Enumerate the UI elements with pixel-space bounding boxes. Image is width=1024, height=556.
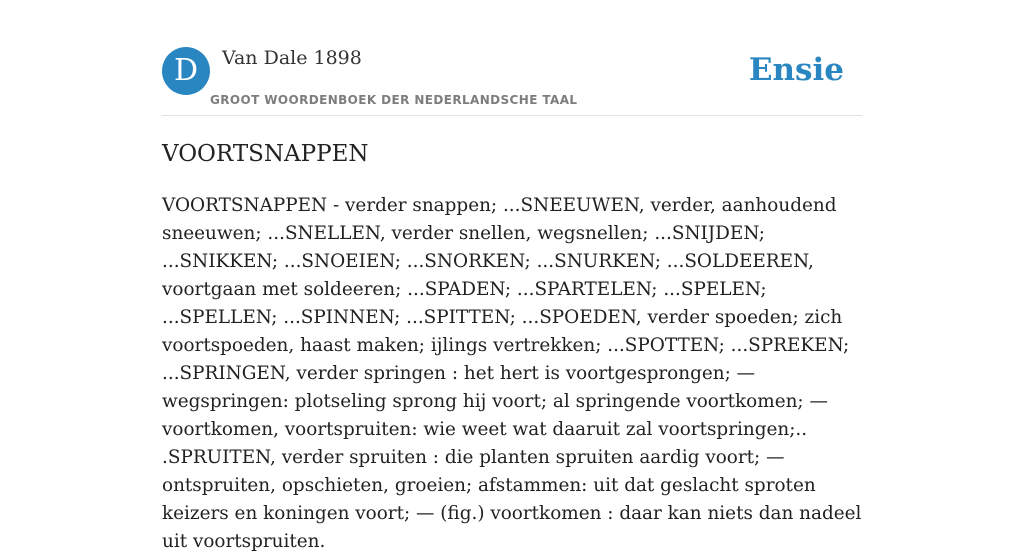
header: [162, 46, 862, 116]
source-title[interactable]: Van Dale 1898: [222, 47, 362, 69]
entry-definition: VOORTSNAPPEN - verder snappen; ...SNEEUWEN, verder, aanhoudend sneeuwen; ...SNELLEN, verder snellen, wegsnellen; ...SNIJDEN; ...SNIKKEN; ...SNOEIEN; ...SNORKEN; ...SNURKEN; ...SOLDEEREN, voortgaan met soldeeren; ...SPADEN; ...SPARTELEN; ...SPELEN; ...SPELLEN; ...SPINNEN; ...SPITTEN; ...SPOEDEN, verder spoeden; zich voortspoeden, haast maken; ijlings vertrekken; ...SPOTTEN; ...SPREKEN; ...SPRINGEN, verder springen : het hert is voortgesprongen; — wegspringen: plotseling sprong hij voort; al springende voortkomen; — voortkomen, voortspruiten: wie weet wat daaruit zal voortspringen;.. .SPRUITEN, verder spruiten : die planten spruiten aardig voort; — ontspruiten, opschieten, groeien; afstammen: uit dat geslacht sproten keizers en koningen voort; — (fig.) voortkomen : daar kan niets dan nadeel uit voortspruiten.: [162, 195, 862, 552]
brand-logo-link[interactable]: Ensie: [748, 52, 844, 88]
entry-headword: VOORTSNAPPEN: [162, 141, 369, 167]
header-divider: [162, 115, 862, 116]
source-avatar[interactable]: D: [162, 47, 210, 95]
source-subtitle: GROOT WOORDENBOEK DER NEDERLANDSCHE TAAL: [210, 93, 578, 107]
